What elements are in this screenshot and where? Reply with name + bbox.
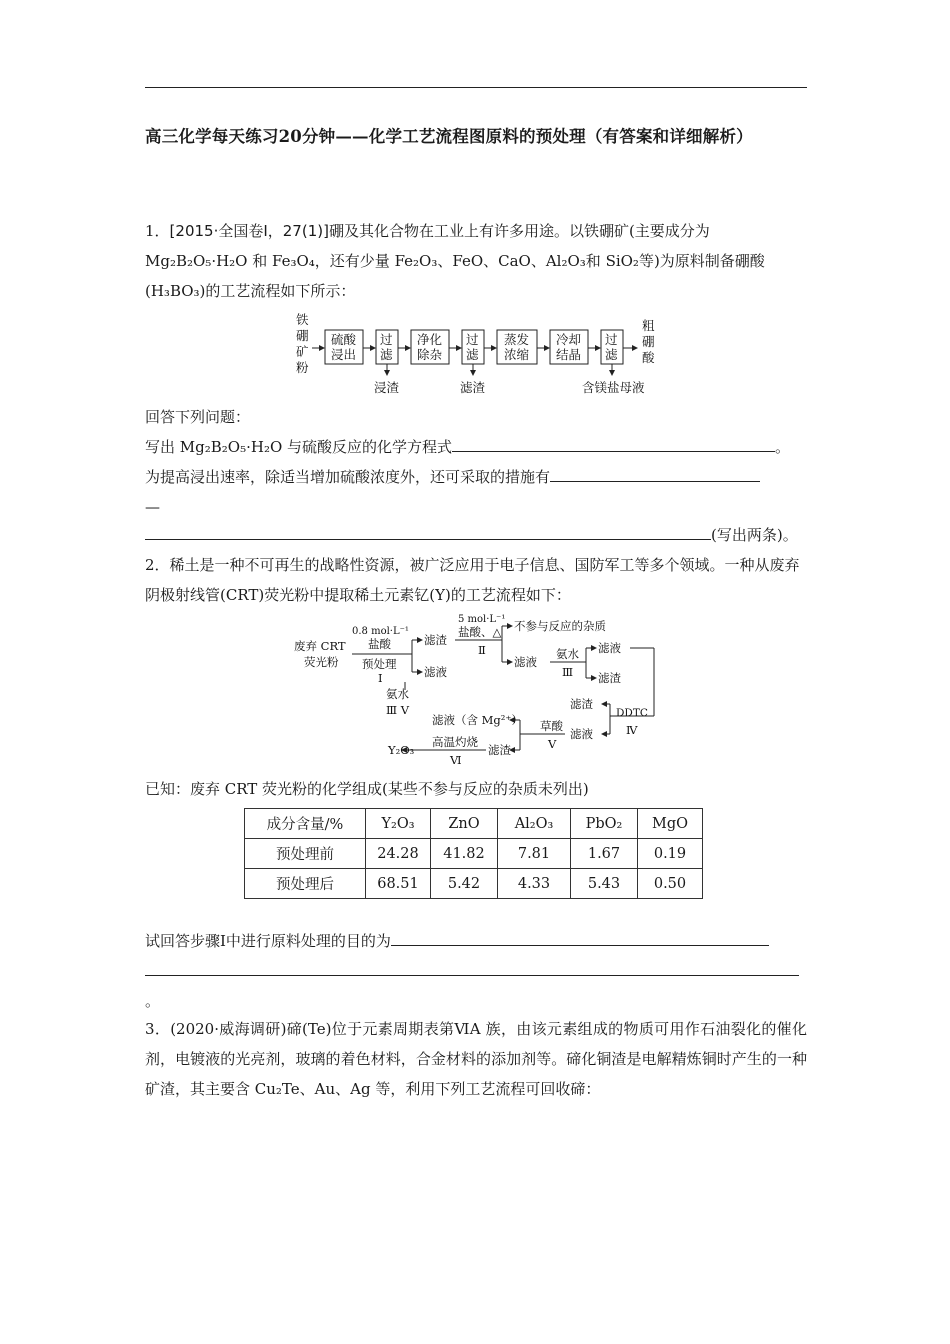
q1-ask2-line <box>145 462 760 492</box>
svg-text:Ⅲ Ⅴ: Ⅲ Ⅴ <box>386 703 410 717</box>
svg-text:0.8 mol·L⁻¹: 0.8 mol·L⁻¹ <box>352 626 409 637</box>
q1-ask2: 为提高浸出速率，除适当增加硫酸浓度外，还可采取的措施有 <box>145 468 551 486</box>
q1-ask1: 写出 Mg₂B₂O₅·H₂O 与硫酸反应的化学方程式 <box>145 438 453 456</box>
svg-text:5 mol·L⁻¹: 5 mol·L⁻¹ <box>458 614 506 625</box>
svg-text:过: 过 <box>380 332 393 347</box>
q1-flow-start-2: 硼 <box>296 328 309 343</box>
table-cell: 预处理前 <box>245 839 366 869</box>
q1-intro <box>145 216 807 246</box>
svg-text:DDTC: DDTC <box>616 707 648 719</box>
svg-text:过: 过 <box>605 332 618 347</box>
svg-text:盐酸、△: 盐酸、△ <box>458 625 502 639</box>
header-rule <box>145 87 807 88</box>
table-row <box>245 839 703 869</box>
svg-text:滤: 滤 <box>466 347 479 362</box>
q2-number: 2． <box>145 556 170 574</box>
table-cell: 0.50 <box>638 869 703 899</box>
svg-text:净化: 净化 <box>417 332 443 347</box>
q1-intro-a: 硼及其化合物在工业上有许多用途。以铁硼矿(主要成分为 <box>328 222 710 240</box>
table-cell: 1.67 <box>571 839 638 869</box>
table-header-cell: ZnO <box>431 809 498 839</box>
q3-text <box>145 1014 807 1104</box>
q1-flow-output-1: 浸渣 <box>374 380 400 395</box>
q3-source: (2020·威海调研) <box>170 1020 287 1038</box>
q1-flow-start-4: 粉 <box>296 360 309 375</box>
q2-intro-text: 稀土是一种不可再生的战略性资源，被广泛应用于电子信息、国防军工等多个领域。一种从废弃阴极射线管(CRT)荧光粉中提取稀土元素钇(Y)的工艺流程如下： <box>145 556 800 604</box>
svg-text:Ⅳ: Ⅳ <box>626 723 638 737</box>
svg-text:酸: 酸 <box>642 350 655 365</box>
q3-number: 3． <box>145 1020 171 1038</box>
svg-text:滤渣: 滤渣 <box>424 633 447 647</box>
q1-intro-c: (H₃BO₃)的工艺流程如下所示： <box>145 282 356 300</box>
q2-answer-line-2 <box>145 956 799 986</box>
svg-text:蒸发: 蒸发 <box>504 332 530 347</box>
svg-text:预处理: 预处理 <box>362 657 397 671</box>
q1-answer-blank-1[interactable] <box>452 435 775 452</box>
svg-text:荧光粉: 荧光粉 <box>304 655 339 669</box>
table-header-cell: MgO <box>638 809 703 839</box>
svg-text:Ⅲ: Ⅲ <box>562 665 574 679</box>
q1-ask2-cont: — <box>145 498 160 516</box>
svg-text:滤渣: 滤渣 <box>570 697 593 711</box>
svg-text:浓缩: 浓缩 <box>504 347 530 362</box>
q1-answer-blank-2[interactable] <box>550 465 760 482</box>
svg-text:除杂: 除杂 <box>417 347 443 362</box>
q1-source: [2015·全国卷Ⅰ，27(1)] <box>169 222 329 240</box>
table-header-row <box>245 809 703 839</box>
q1-flow-start-1: 铁 <box>296 312 309 327</box>
table-header-cell: PbO₂ <box>571 809 638 839</box>
svg-text:滤渣: 滤渣 <box>598 671 621 685</box>
table-cell: 0.19 <box>638 839 703 869</box>
q2-intro <box>145 550 807 610</box>
table-cell: 7.81 <box>498 839 571 869</box>
svg-text:氨水: 氨水 <box>386 687 409 701</box>
svg-text:不参与反应的杂质: 不参与反应的杂质 <box>514 619 606 633</box>
svg-text:Ⅰ: Ⅰ <box>378 671 383 685</box>
q1-ask2-end: (写出两条)。 <box>711 526 798 544</box>
q2-composition-table <box>244 808 703 899</box>
q1-formula-line: Mg₂B₂O₅·H₂O 和 Fe₃O₄，还有少量 Fe₂O₃、FeO、CaO、Al₂O₃和 SiO₂等)为原料制备硼酸 <box>145 252 765 270</box>
svg-text:废弃 CRT: 废弃 CRT <box>294 639 346 653</box>
q1-flowchart <box>290 312 670 400</box>
table-cell: 预处理后 <box>245 869 366 899</box>
document-title: 高三化学每天练习20分钟——化学工艺流程图原料的预处理（有答案和详细解析） <box>145 127 753 146</box>
svg-text:滤液: 滤液 <box>514 655 537 669</box>
svg-text:冷却: 冷却 <box>556 332 582 347</box>
svg-text:滤: 滤 <box>380 347 393 362</box>
table-cell: 5.42 <box>431 869 498 899</box>
table-header-cell: Al₂O₃ <box>498 809 571 839</box>
table-cell: 41.82 <box>431 839 498 869</box>
svg-text:氨水: 氨水 <box>556 647 579 661</box>
q1-flow-output-2: 滤渣 <box>460 380 486 395</box>
svg-text:滤渣: 滤渣 <box>488 743 511 757</box>
svg-text:硼: 硼 <box>642 334 655 349</box>
table-cell: 24.28 <box>366 839 431 869</box>
svg-text:硫酸: 硫酸 <box>331 332 357 347</box>
table-cell: 5.43 <box>571 869 638 899</box>
svg-text:过: 过 <box>466 332 479 347</box>
q2-answer-blank-2[interactable] <box>145 959 799 976</box>
svg-text:草酸: 草酸 <box>540 719 563 733</box>
q1-ask1-end: 。 <box>775 438 791 456</box>
q1-number: 1． <box>145 222 170 240</box>
table-header-cell: 成分含量/% <box>245 809 366 839</box>
q2-flowchart <box>290 612 670 772</box>
svg-text:Ⅱ: Ⅱ <box>478 643 486 657</box>
svg-text:Ⅵ: Ⅵ <box>450 753 462 767</box>
q2-ask: 试回答步骤Ⅰ中进行原料处理的目的为 <box>145 932 391 950</box>
svg-text:Y₂O₃: Y₂O₃ <box>388 743 415 757</box>
table-header-cell: Y₂O₃ <box>366 809 431 839</box>
svg-text:滤液: 滤液 <box>598 641 621 655</box>
table-row <box>245 869 703 899</box>
q1-flow-output-3: 含镁盐母液 <box>582 380 645 395</box>
svg-text:粗: 粗 <box>642 318 655 333</box>
svg-text:Ⅴ: Ⅴ <box>548 737 557 751</box>
table-cell: 68.51 <box>366 869 431 899</box>
q3-body: 碲(Te)位于元素周期表第ⅥA 族，由该元素组成的物质可用作石油裂化的催化剂，电镀液的光亮剂，玻璃的着色材料，合金材料的添加剂等。碲化铜渣是电解精炼铜时产生的一种矿渣，其主要含 Cu₂Te、Au、Ag 等，利用下列工艺流程可回收碲： <box>145 1020 807 1098</box>
svg-text:盐酸: 盐酸 <box>368 637 391 651</box>
table-cell: 4.33 <box>498 869 571 899</box>
svg-text:滤液: 滤液 <box>570 727 593 741</box>
svg-text:滤: 滤 <box>605 347 618 362</box>
q2-ask-end: 。 <box>145 992 161 1010</box>
q1-ask2-end-line <box>145 520 798 550</box>
svg-text:结晶: 结晶 <box>556 347 582 362</box>
q2-ask-line <box>145 926 769 956</box>
q1-prompt: 回答下列问题： <box>145 408 251 426</box>
q2-answer-blank-1[interactable] <box>391 929 769 946</box>
svg-text:滤液: 滤液 <box>424 665 447 679</box>
q2-known: 已知：废弃 CRT 荧光粉的化学组成(某些不参与反应的杂质未列出) <box>145 780 589 798</box>
q1-flow-start-3: 矿 <box>296 344 309 359</box>
svg-text:浸出: 浸出 <box>331 347 357 362</box>
q1-ask1-line <box>145 432 790 462</box>
svg-text:高温灼烧: 高温灼烧 <box>432 735 478 749</box>
q1-answer-blank-3[interactable] <box>145 523 711 540</box>
svg-text:滤液（含 Mg²⁺）: 滤液（含 Mg²⁺） <box>432 713 523 727</box>
